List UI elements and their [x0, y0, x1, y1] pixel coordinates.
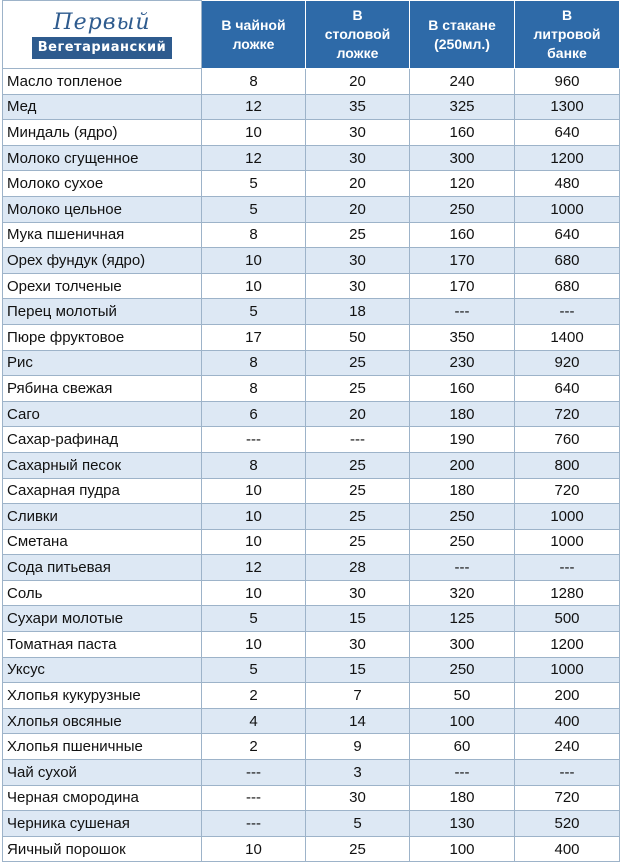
cell-name: Яичный порошок: [3, 836, 202, 862]
table-row: [3, 657, 620, 683]
table-row: [3, 683, 620, 709]
cell-glass: ---: [410, 760, 515, 786]
cell-name: Масло топленое: [3, 69, 202, 95]
cell-name: Саго: [3, 401, 202, 427]
cell-name: Сахар-рафинад: [3, 427, 202, 453]
table-row: [3, 94, 620, 120]
header-line: В стакане: [428, 16, 496, 33]
cell-glass: 170: [410, 273, 515, 299]
cell-glass: 250: [410, 529, 515, 555]
cell-glass: 320: [410, 580, 515, 606]
cell-teaspoon: 5: [202, 299, 306, 325]
cell-glass: 160: [410, 120, 515, 146]
cell-glass: 125: [410, 606, 515, 632]
cell-glass: 100: [410, 708, 515, 734]
cell-tablespoon: 30: [306, 273, 410, 299]
cell-name: Мука пшеничная: [3, 222, 202, 248]
cell-jar: 1200: [515, 145, 620, 171]
cell-glass: ---: [410, 555, 515, 581]
cell-name: Сахарная пудра: [3, 478, 202, 504]
cell-tablespoon: 25: [306, 836, 410, 862]
cell-teaspoon: 10: [202, 836, 306, 862]
table-row: [3, 734, 620, 760]
cell-tablespoon: 15: [306, 606, 410, 632]
cell-jar: 480: [515, 171, 620, 197]
table-body: [3, 69, 620, 862]
cell-jar: 720: [515, 478, 620, 504]
cell-name: Уксус: [3, 657, 202, 683]
cell-teaspoon: 2: [202, 683, 306, 709]
table-row: [3, 632, 620, 658]
cell-glass: 325: [410, 94, 515, 120]
table-row: [3, 401, 620, 427]
cell-name: Сода питьевая: [3, 555, 202, 581]
cell-glass: 250: [410, 504, 515, 530]
table-row: [3, 427, 620, 453]
table-row: [3, 299, 620, 325]
cell-tablespoon: 30: [306, 580, 410, 606]
cell-teaspoon: 12: [202, 145, 306, 171]
cell-jar: 640: [515, 120, 620, 146]
cell-jar: 1000: [515, 657, 620, 683]
cell-glass: ---: [410, 299, 515, 325]
cell-name: Пюре фруктовое: [3, 324, 202, 350]
cell-name: Черная смородина: [3, 785, 202, 811]
cell-jar: 1280: [515, 580, 620, 606]
cell-teaspoon: ---: [202, 760, 306, 786]
cell-tablespoon: 7: [306, 683, 410, 709]
logo-bar-text: Вегетарианский: [32, 37, 173, 59]
cell-jar: 400: [515, 836, 620, 862]
cell-name: Перец молотый: [3, 299, 202, 325]
table-row: [3, 350, 620, 376]
cell-jar: 680: [515, 248, 620, 274]
header-line: ложке: [336, 45, 379, 61]
cell-teaspoon: 10: [202, 478, 306, 504]
cell-teaspoon: 10: [202, 632, 306, 658]
cell-jar: 200: [515, 683, 620, 709]
header-line: столовой: [324, 26, 391, 42]
cell-glass: 350: [410, 324, 515, 350]
column-header-glass: [410, 1, 515, 69]
cell-jar: ---: [515, 299, 620, 325]
cell-teaspoon: ---: [202, 427, 306, 453]
measures-table: [2, 0, 620, 862]
cell-jar: 500: [515, 606, 620, 632]
table-row: [3, 196, 620, 222]
header-line: В: [352, 7, 363, 23]
cell-jar: 680: [515, 273, 620, 299]
cell-teaspoon: 10: [202, 529, 306, 555]
cell-tablespoon: 25: [306, 504, 410, 530]
cell-glass: 120: [410, 171, 515, 197]
cell-tablespoon: 25: [306, 452, 410, 478]
cell-glass: 50: [410, 683, 515, 709]
cell-teaspoon: 6: [202, 401, 306, 427]
cell-name: Соль: [3, 580, 202, 606]
cell-teaspoon: 8: [202, 222, 306, 248]
cell-glass: 250: [410, 657, 515, 683]
cell-name: Сахарный песок: [3, 452, 202, 478]
header-line: (250мл.): [434, 35, 490, 52]
cell-jar: 1000: [515, 504, 620, 530]
cell-teaspoon: 17: [202, 324, 306, 350]
cell-tablespoon: 5: [306, 811, 410, 837]
cell-glass: 160: [410, 222, 515, 248]
cell-name: Молоко цельное: [3, 196, 202, 222]
table-row: [3, 145, 620, 171]
cell-teaspoon: 5: [202, 606, 306, 632]
cell-glass: 100: [410, 836, 515, 862]
cell-name: Чай сухой: [3, 760, 202, 786]
cell-glass: 300: [410, 632, 515, 658]
cell-jar: 1300: [515, 94, 620, 120]
column-header-tablespoon: [306, 1, 410, 69]
cell-name: Рис: [3, 350, 202, 376]
table-row: [3, 606, 620, 632]
cell-name: Хлопья пшеничные: [3, 734, 202, 760]
column-header-jar: [515, 1, 620, 69]
header-line: литровой: [533, 26, 601, 42]
cell-jar: 240: [515, 734, 620, 760]
cell-jar: 800: [515, 452, 620, 478]
cell-jar: 400: [515, 708, 620, 734]
cell-glass: 300: [410, 145, 515, 171]
cell-teaspoon: ---: [202, 785, 306, 811]
cell-teaspoon: 8: [202, 350, 306, 376]
cell-jar: ---: [515, 760, 620, 786]
cell-name: Хлопья кукурузные: [3, 683, 202, 709]
cell-jar: 1000: [515, 529, 620, 555]
cell-teaspoon: ---: [202, 811, 306, 837]
cell-glass: 190: [410, 427, 515, 453]
cell-name: Орех фундук (ядро): [3, 248, 202, 274]
cell-glass: 130: [410, 811, 515, 837]
cell-jar: 1000: [515, 196, 620, 222]
cell-jar: 640: [515, 222, 620, 248]
cell-tablespoon: 30: [306, 120, 410, 146]
cell-teaspoon: 10: [202, 580, 306, 606]
table-row: [3, 248, 620, 274]
cell-jar: 1400: [515, 324, 620, 350]
cell-jar: 1200: [515, 632, 620, 658]
cell-teaspoon: 10: [202, 504, 306, 530]
cell-teaspoon: 12: [202, 94, 306, 120]
cell-jar: 640: [515, 376, 620, 402]
cell-teaspoon: 10: [202, 248, 306, 274]
cell-teaspoon: 5: [202, 196, 306, 222]
table-row: [3, 222, 620, 248]
cell-jar: 960: [515, 69, 620, 95]
table-row: [3, 69, 620, 95]
cell-jar: 720: [515, 401, 620, 427]
cell-glass: 160: [410, 376, 515, 402]
table-row: [3, 811, 620, 837]
cell-teaspoon: 8: [202, 452, 306, 478]
cell-tablespoon: 3: [306, 760, 410, 786]
cell-jar: 920: [515, 350, 620, 376]
cell-tablespoon: 20: [306, 69, 410, 95]
table-row: [3, 529, 620, 555]
cell-teaspoon: 12: [202, 555, 306, 581]
cell-tablespoon: 30: [306, 145, 410, 171]
table-row: [3, 273, 620, 299]
cell-glass: 250: [410, 196, 515, 222]
cell-name: Сметана: [3, 529, 202, 555]
cell-name: Черника сушеная: [3, 811, 202, 837]
cell-tablespoon: 14: [306, 708, 410, 734]
cell-name: Томатная паста: [3, 632, 202, 658]
table-row: [3, 452, 620, 478]
table-row: [3, 171, 620, 197]
cell-glass: 60: [410, 734, 515, 760]
cell-tablespoon: 30: [306, 785, 410, 811]
cell-teaspoon: 8: [202, 69, 306, 95]
cell-teaspoon: 5: [202, 171, 306, 197]
cell-tablespoon: 20: [306, 171, 410, 197]
header-row: [3, 1, 620, 69]
cell-jar: ---: [515, 555, 620, 581]
cell-name: Рябина свежая: [3, 376, 202, 402]
table-row: [3, 555, 620, 581]
cell-teaspoon: 10: [202, 273, 306, 299]
cell-tablespoon: 9: [306, 734, 410, 760]
cell-glass: 230: [410, 350, 515, 376]
cell-name: Молоко сухое: [3, 171, 202, 197]
cell-teaspoon: 4: [202, 708, 306, 734]
cell-teaspoon: 5: [202, 657, 306, 683]
cell-glass: 170: [410, 248, 515, 274]
table-row: [3, 324, 620, 350]
cell-tablespoon: 25: [306, 222, 410, 248]
cell-tablespoon: 20: [306, 196, 410, 222]
cell-name: Сухари молотые: [3, 606, 202, 632]
cell-jar: 520: [515, 811, 620, 837]
header-line: В чайной: [221, 16, 286, 33]
cell-tablespoon: ---: [306, 427, 410, 453]
cell-glass: 200: [410, 452, 515, 478]
cell-name: Хлопья овсяные: [3, 708, 202, 734]
table-row: [3, 580, 620, 606]
cell-glass: 240: [410, 69, 515, 95]
cell-tablespoon: 25: [306, 376, 410, 402]
table-row: [3, 836, 620, 862]
cell-tablespoon: 30: [306, 632, 410, 658]
column-header-teaspoon: [202, 1, 306, 69]
cell-glass: 180: [410, 478, 515, 504]
cell-tablespoon: 18: [306, 299, 410, 325]
cell-jar: 760: [515, 427, 620, 453]
table-row: [3, 785, 620, 811]
cell-tablespoon: 25: [306, 529, 410, 555]
cell-tablespoon: 28: [306, 555, 410, 581]
cell-tablespoon: 25: [306, 478, 410, 504]
cell-tablespoon: 20: [306, 401, 410, 427]
header-line: банке: [547, 45, 587, 61]
cell-jar: 720: [515, 785, 620, 811]
table-row: [3, 120, 620, 146]
cell-tablespoon: 50: [306, 324, 410, 350]
logo-script-text: Первый: [53, 9, 151, 35]
table-row: [3, 708, 620, 734]
cell-name: Орехи толченые: [3, 273, 202, 299]
cell-glass: 180: [410, 785, 515, 811]
table-row: [3, 760, 620, 786]
cell-teaspoon: 10: [202, 120, 306, 146]
cell-name: Миндаль (ядро): [3, 120, 202, 146]
header-line: В: [561, 7, 573, 23]
cell-name: Молоко сгущенное: [3, 145, 202, 171]
header-line: ложке: [232, 35, 275, 52]
cell-name: Мед: [3, 94, 202, 120]
cell-name: Сливки: [3, 504, 202, 530]
logo: [3, 1, 202, 69]
table-row: [3, 376, 620, 402]
table-row: [3, 504, 620, 530]
cell-tablespoon: 30: [306, 248, 410, 274]
cell-tablespoon: 15: [306, 657, 410, 683]
cell-tablespoon: 35: [306, 94, 410, 120]
cell-tablespoon: 25: [306, 350, 410, 376]
table-row: [3, 478, 620, 504]
cell-teaspoon: 8: [202, 376, 306, 402]
cell-teaspoon: 2: [202, 734, 306, 760]
cell-glass: 180: [410, 401, 515, 427]
